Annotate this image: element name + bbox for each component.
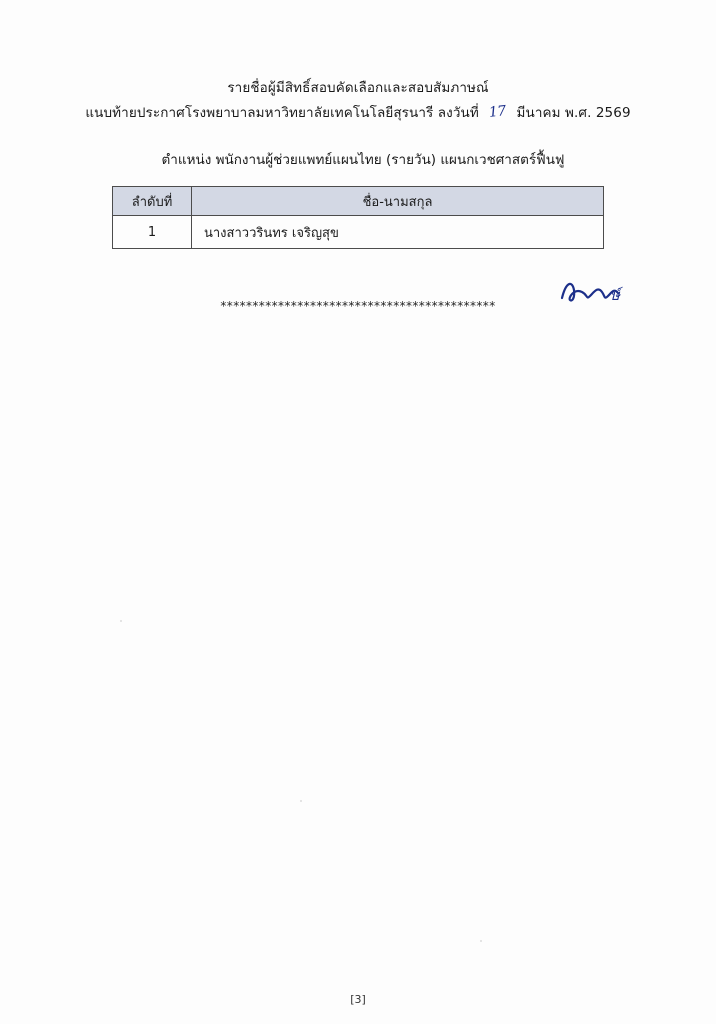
table-header-row — [113, 187, 604, 216]
scan-speck — [300, 800, 302, 802]
cell-name: นางสาววรินทร เจริญสุข — [192, 216, 604, 249]
page-number: [3] — [350, 993, 366, 1006]
announcement-month-year: มีนาคม พ.ศ. 2569 — [516, 105, 631, 121]
scan-speck — [120, 620, 122, 622]
column-header-order: ลำดับที่ — [113, 187, 192, 216]
table-head — [113, 187, 604, 216]
scan-speck — [480, 940, 482, 942]
candidates-table-wrapper — [112, 186, 604, 249]
separator-line: ******************************************* — [220, 299, 496, 313]
candidates-table — [112, 186, 604, 249]
document-title-line-1: รายชื่อผู้มีสิทธิ์สอบคัดเลือกและสอบสัมภาษณ์ — [227, 80, 489, 96]
document-header — [0, 0, 716, 124]
table-row — [113, 216, 604, 249]
cell-order: 1 — [113, 216, 192, 249]
announcement-reference-text: แนบท้ายประกาศโรงพยาบาลมหาวิทยาลัยเทคโนโลยีสุรนารี ลงวันที่ — [85, 105, 479, 121]
signature-mark: ษ์ — [610, 286, 620, 304]
document-title-line-2 — [0, 102, 716, 124]
table-body — [113, 216, 604, 249]
position-line: ตำแหน่ง พนักงานผู้ช่วยแพทย์แผนไทย (รายวัน) แผนกเวชศาสตร์ฟื้นฟู — [161, 152, 565, 168]
handwritten-date: 17 — [488, 103, 507, 121]
column-header-name: ชื่อ-นามสกุล — [192, 187, 604, 216]
